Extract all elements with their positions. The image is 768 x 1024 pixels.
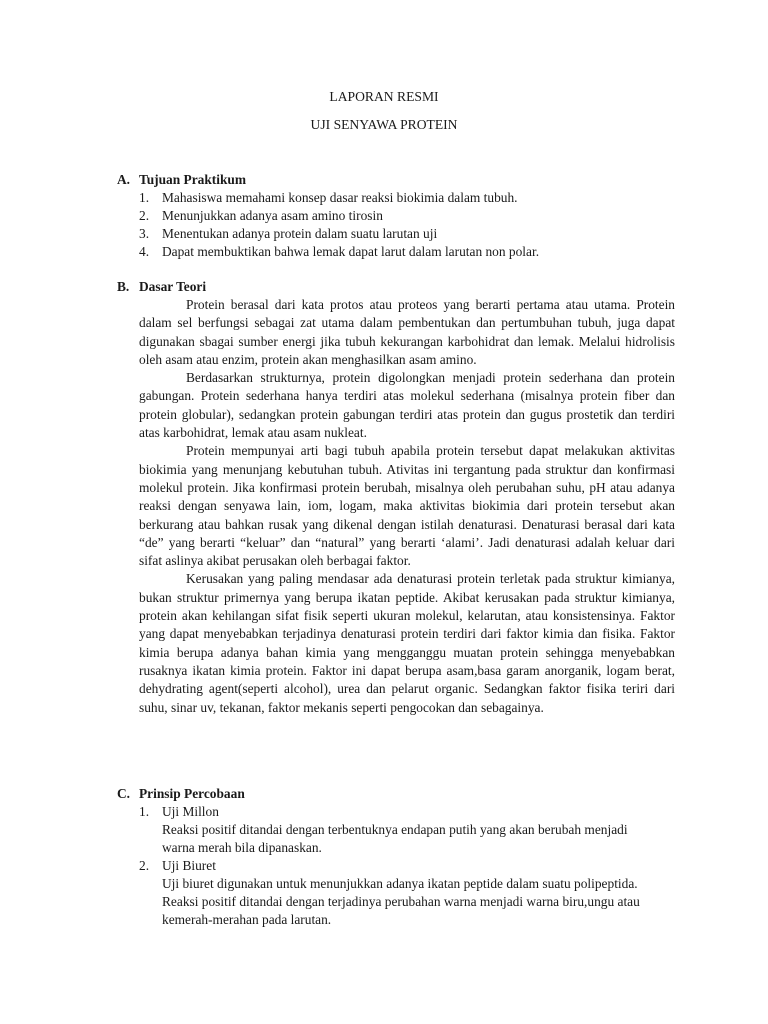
list-number: 1. [139, 190, 150, 205]
list-item [117, 857, 677, 875]
list-text: Menunjukkan adanya asam amino tirosin [162, 208, 383, 223]
section-b-heading [117, 278, 677, 296]
section-dasar-teori [117, 278, 677, 717]
list-item [117, 243, 677, 261]
document-subtitle: UJI SENYAWA PROTEIN [310, 117, 458, 132]
paragraph: Protein berasal dari kata protos atau proteos yang berarti pertama atau utama. Protein dalam sel berfungsi sebagai zat utama dalam pembentukan dan pertumbuhan tubuh, juga dapat digunakan sbagai sumber energi jika tubuh kekurangan karbohidrat dan lemak. Melalui hidrolisis oleh asam atau enzim, protein akan menghasilkan asam amino. [139, 297, 675, 367]
list-item [117, 803, 677, 821]
list-text: Mahasiswa memahami konsep dasar reaksi biokimia dalam tubuh. [162, 190, 518, 205]
section-a-heading [117, 171, 677, 189]
item-description: Reaksi positif ditandai dengan terbentuknya endapan putih yang akan berubah menjadi warna merah bila dipanaskan. [162, 822, 628, 855]
dasar-teori-body [139, 296, 675, 717]
section-b-letter: B. [117, 279, 130, 294]
list-number: 1. [139, 804, 150, 819]
section-b-title: Dasar Teori [139, 279, 207, 294]
list-text: Uji Millon [162, 804, 219, 819]
section-tujuan-praktikum [117, 171, 677, 261]
list-number: 2. [139, 208, 150, 223]
section-c-letter: C. [117, 786, 131, 801]
section-prinsip-percobaan [117, 785, 677, 929]
list-item [117, 207, 677, 225]
list-text: Dapat membuktikan bahwa lemak dapat larut dalam larutan non polar. [162, 244, 540, 259]
list-number: 3. [139, 226, 150, 241]
list-item [117, 225, 677, 243]
list-item [117, 189, 677, 207]
section-a-letter: A. [117, 172, 131, 187]
document-title: LAPORAN RESMI [329, 89, 439, 104]
paragraph: Kerusakan yang paling mendasar ada denaturasi protein terletak pada struktur kimianya, bukan struktur primernya yang berupa ikatan peptide. Akibat kerusakan pada struktur kimianya, protein akan kehilangan sifat fisik seperti ukuran molekul, kelarutan, atau konsistensinya. Faktor yang dapat menyebabkan terjadinya denaturasi protein terdiri dari faktor kimia dan fisika. Faktor kimia berupa adanya bahan kimia yang mengganggu muatan protein sehingga menyebabkan rusaknya ikatan kimia protein. Faktor ini dapat berupa asam,basa garam anorganik, logam berat, dehydrating agent(seperti alcohol), urea dan pelarut organic. Sedangkan faktor fisika teriri dari suhu, sinar uv, tekanan, faktor mekanis seperti pengocokan dan sebagainya. [139, 571, 675, 715]
list-text: Menentukan adanya protein dalam suatu larutan uji [162, 226, 438, 241]
list-text: Uji Biuret [162, 858, 216, 873]
section-c-title: Prinsip Percobaan [139, 786, 245, 801]
list-number: 2. [139, 858, 150, 873]
section-c-heading [117, 785, 677, 803]
item-description: Uji biuret digunakan untuk menunjukkan adanya ikatan peptide dalam suatu polipeptida. Reaksi positif ditandai dengan terjadinya perubahan warna menjadi warna biru,ungu atau kemerah-merahan pada larutan. [162, 876, 640, 927]
paragraph: Protein mempunyai arti bagi tubuh apabila protein tersebut dapat melakukan aktivitas biokimia yang menunjang kebutuhan tubuh. Ativitas ini tergantung pada struktur dan konfirmasi molekul protein. Jika konfirmasi protein berubah, misalnya oleh perubahan suhu, pH atau adanya reaksi dengan senyawa lain, iom, logam, maka aktivitas biokimia dari protein tersebut akan berkurang atau bahkan rusak yang dikenal dengan istilah denaturasi. Denaturasi berasal dari kata “de” yang berarti “keluar” dan “natural” yang berarti ‘alami’. Jadi denaturasi adalah keluar dari sifat aslinya akibat perusakan oleh berbagai faktor. [139, 443, 675, 569]
section-a-title: Tujuan Praktikum [139, 172, 247, 187]
list-number: 4. [139, 244, 150, 259]
paragraph: Berdasarkan strukturnya, protein digolongkan menjadi protein sederhana dan protein gabungan. Protein sederhana hanya terdiri atas molekul sederhana (misalnya protein fiber dan protein globular), sedangkan protein gabungan terdiri atas protein dan gugus prostetik dan terdiri atas karbohidrat, lemak atau asam nukleat. [139, 370, 675, 441]
